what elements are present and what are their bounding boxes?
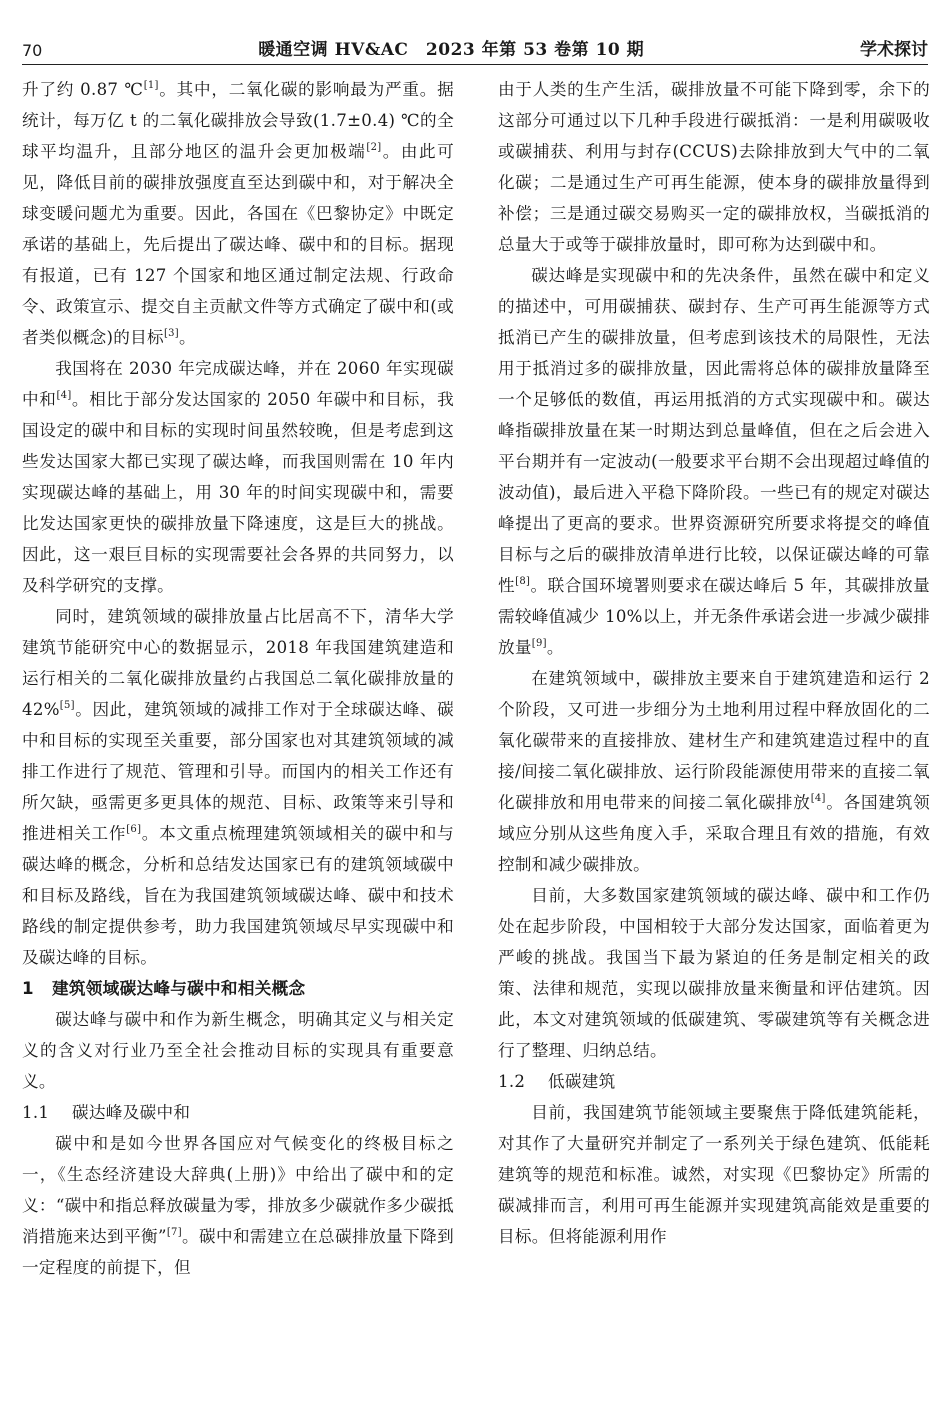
citation: [1] [143,80,159,91]
citation: [2] [366,142,382,153]
paragraph: 由于人类的生产生活，碳排放量不可能下降到零，余下的这部分可通过以下几种手段进行碳抵消：一是利用碳吸收或碳捕获、利用与封存(CCUS)去除排放到大气中的二氧化碳；二是通过生产可再生能源，使本身的碳排放量得到补偿；三是通过碳交易购买一定的碳排放权，当碳抵消的总量大于或等于碳排放量时，即可称为达到碳中和。 [498,80,930,254]
running-header [22,34,928,60]
journal-title: 暖通空调 HV&AC 2023 年第 53 卷第 10 期 [258,40,645,60]
header-rule [22,64,928,65]
paragraph: 在建筑领域中，碳排放主要来自于建筑建造和运行 2 个阶段，又可进一步细分为土地利用过程中释放固化的二氧化碳带来的直接排放、建材生产和建筑建造过程中的直接/间接二氧化碳排放、运行阶段能源使用带来的直接二氧化碳排放和用电带来的间接二氧化碳排放[4]。各国建筑领域应分别从这些角度入手，采取合理且有效的措施，有效控制和减少碳排放。 [498,669,930,874]
citation: [5] [59,700,75,711]
paragraph: 升了约 0.87 ℃[1]。其中，二氧化碳的影响最为严重。据统计，每万亿 t 的二氧化碳排放会导致(1.7±0.4) ℃的全球平均温升，且部分地区的温升会更加极端[2]。由此可见，降低目前的碳排放强度直至达到碳中和，对于解决全球变暖问题尤为重要。因此，各国在《巴黎协定》中既定承诺的基础上，先后提出了碳达峰、碳中和的目标。据现有报道，已有 127 个国家和地区通过制定法规、行政命令、政策宣示、提交自主贡献文件等方式确定了碳中和(或者类似概念)的目标[3]。 [22,80,455,347]
citation: [8] [515,576,531,587]
citation: [9] [531,638,547,649]
paragraph: 目前，大多数国家建筑领域的碳达峰、碳中和工作仍处在起步阶段，中国相较于大部分发达国家，面临着更为严峻的挑战。我国当下最为紧迫的任务是制定相关的政策、法律和规范，实现以碳排放量来衡量和评估建筑。因此，本文对建筑领域的低碳建筑、零碳建筑等有关概念进行了整理、归纳总结。 [498,886,930,1060]
paragraph: 碳达峰与碳中和作为新生概念，明确其定义与相关定义的含义对行业乃至全社会推动目标的实现具有重要意义。 [22,1010,454,1091]
paragraph: 碳达峰是实现碳中和的先决条件，虽然在碳中和定义的描述中，可用碳捕获、碳封存、生产可再生能源等方式抵消已产生的碳排放量，但考虑到该技术的局限性，无法用于抵消过多的碳排放量，因此需将总体的碳排放量降至一个足够低的数值，再运用抵消的方式实现碳中和。碳达峰指碳排放量在某一时期达到总量峰值，但在之后会进入平台期并有一定波动(一般要求平台期不会出现超过峰值的波动值)，最后进入平稳下降阶段。一些已有的规定对碳达峰提出了更高的要求。世界资源研究所要求将提交的峰值目标与之后的碳排放清单进行比较，以保证碳达峰的可靠性[8]。联合国环境署则要求在碳达峰后 5 年，其碳排放量需较峰值减少 10%以上，并无条件承诺会进一步减少碳排放量[9]。 [498,266,930,657]
paragraph: 我国将在 2030 年完成碳达峰，并在 2060 年实现碳中和[4]。相比于部分发达国家的 2050 年碳中和目标，我国设定的碳中和目标的实现时间虽然较晚，但是考虑到这些发达国家大都已实现了碳达峰，而我国则需在 10 年内实现碳达峰的基础上，用 30 年的时间实现碳中和，需要比发达国家更快的碳排放量下降速度，这是巨大的挑战。因此，这一艰巨目标的实现需要社会各界的共同努力，以及科学研究的支撑。 [22,359,454,595]
paragraph: 碳中和是如今世界各国应对气候变化的终极目标之一，《生态经济建设大辞典(上册)》中给出了碳中和的定义：“碳中和指总释放碳量为零，排放多少碳就作多少碳抵消措施来达到平衡”[7]。碳中和需建立在总碳排放量下降到一定程度的前提下，但 [22,1134,454,1277]
citation: [7] [166,1227,182,1238]
citation: [6] [126,824,142,835]
paragraph: 目前，我国建筑节能领域主要聚焦于降低建筑能耗，对其作了大量研究并制定了一系列关于绿色建筑、低能耗建筑等的规范和标准。诚然，对实现《巴黎协定》所需的碳减排而言，利用可再生能源并实现建筑高能效是重要的目标。但将能源利用作 [498,1103,930,1246]
subsection-heading: 1.1 碳达峰及碳中和 [22,1103,191,1122]
paragraph: 同时，建筑领域的碳排放量占比居高不下，清华大学建筑节能研究中心的数据显示，2018 年我国建筑建造和运行相关的二氧化碳排放量约占我国总二氧化碳排放量的 42%[5]。因此，建筑领域的减排工作对于全球碳达峰、碳中和目标的实现至关重要，部分国家也对其建筑领域的减排工作进行了规范、管理和引导。而国内的相关工作还有所欠缺，亟需更多更具体的规范、目标、政策等来引导和推进相关工作[6]。本文重点梳理建筑领域相关的碳中和与碳达峰的概念，分析和总结发达国家已有的建筑领域碳中和目标及路线，旨在为我国建筑领域碳达峰、碳中和技术路线的制定提供参考，助力我国建筑领域尽早实现碳中和及碳达峰的目标。 [22,607,454,967]
page-number: 70 [22,41,43,60]
right-column [498,74,930,1252]
left-column [22,74,454,1283]
section-heading: 1 建筑领域碳达峰与碳中和相关概念 [22,979,306,998]
citation: [3] [163,328,180,339]
subsection-heading: 1.2 低碳建筑 [498,1072,616,1091]
citation: [4] [56,390,72,401]
citation: [4] [810,793,826,804]
section-label: 学术探讨 [859,40,928,60]
